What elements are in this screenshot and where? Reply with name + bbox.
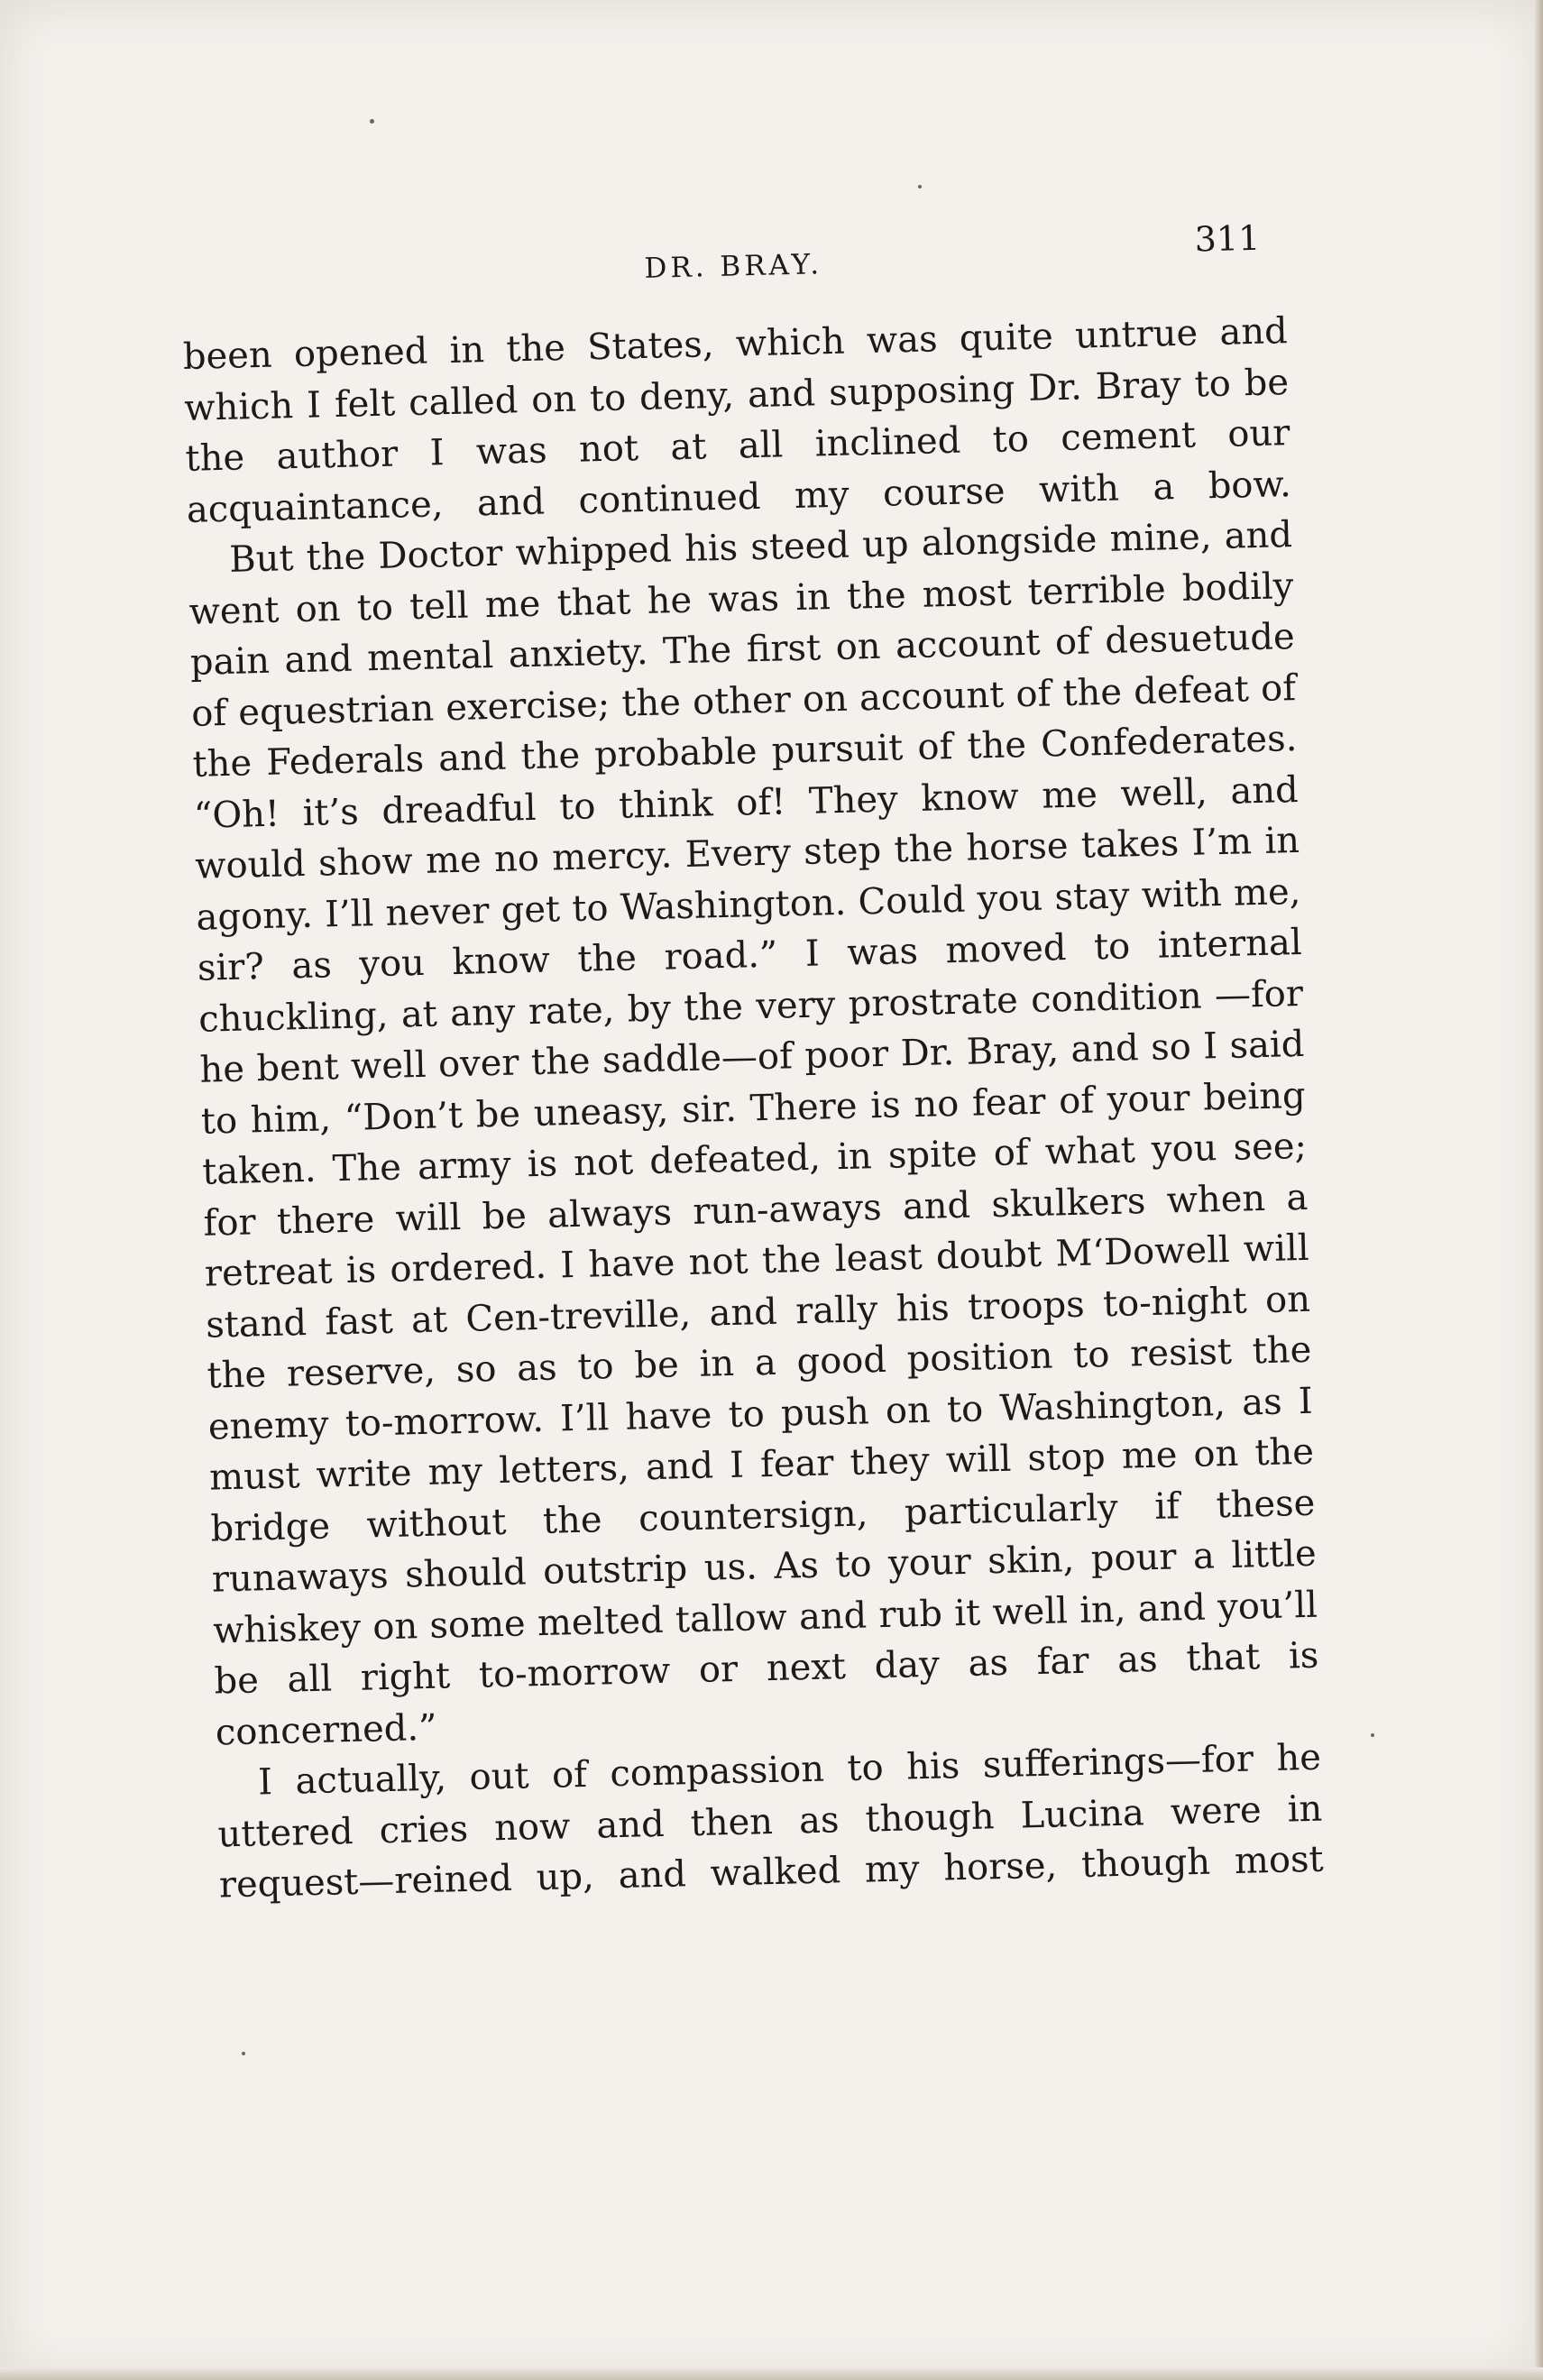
page-edge-right bbox=[1534, 0, 1543, 2380]
paper-speck bbox=[918, 185, 922, 188]
page-edge-bottom bbox=[0, 2367, 1543, 2380]
paper-speck bbox=[242, 2052, 245, 2055]
running-title: DR. BRAY. bbox=[644, 248, 823, 285]
paper-speck bbox=[1371, 1733, 1374, 1737]
paragraph-1: been opened in the States, which was quite untrue and which I felt called on to deny, and supposing Dr. Bray to be the author I was not at all inclined to cement our acquaintance, and continued my course with a bow. bbox=[182, 310, 1292, 531]
running-head bbox=[180, 217, 1286, 307]
paper-speck bbox=[370, 119, 374, 124]
paragraph-3: I actually, out of compassion to his sufferings—for he uttered cries now and then as though Lucina were in request—reined up, and walked my horse, though most bbox=[217, 1736, 1325, 1907]
page-number: 311 bbox=[1194, 217, 1261, 260]
text-block bbox=[180, 217, 1324, 1911]
paragraph-2: But the Doctor whipped his steed up alongside mine, and went on to tell me that he was in the most terrible bodily pain and mental anxiety. The first on account of desuetude of equestrian exercise; the other on account of the defeat of the Federals and the probable pursuit of the Confederates. “Oh! it’s dreadful to think of! They know me well, and would show me no mercy. Every step the horse takes I’m in agony. I’ll never get to Washington. Could you stay with me, sir? as you know the road.” I was moved to internal chuckling, at any rate, by the very prostrate condition —for he bent well over the saddle—of poor Dr. Bray, and so I said to him, “Don’t be uneasy, sir. There is no fear of your being taken. The army is not defeated, in spite of what you see; for there will be always run-aways and skulkers when a retreat is ordered. I have not the least doubt M‘Dowell will stand fast at Cen-treville, and rally his troops to-night on the reserve, so as to be in a good position to resist the enemy to-morrow. I’ll have to push on to Washington, as I must write my letters, and I fear they will stop me on the bridge without the countersign, particularly if these runaways should outstrip us. As to your skin, pour a little whiskey on some melted tallow and rub it well in, and you’ll be all right to-morrow or next day as far as that is concerned.” bbox=[188, 514, 1319, 1754]
